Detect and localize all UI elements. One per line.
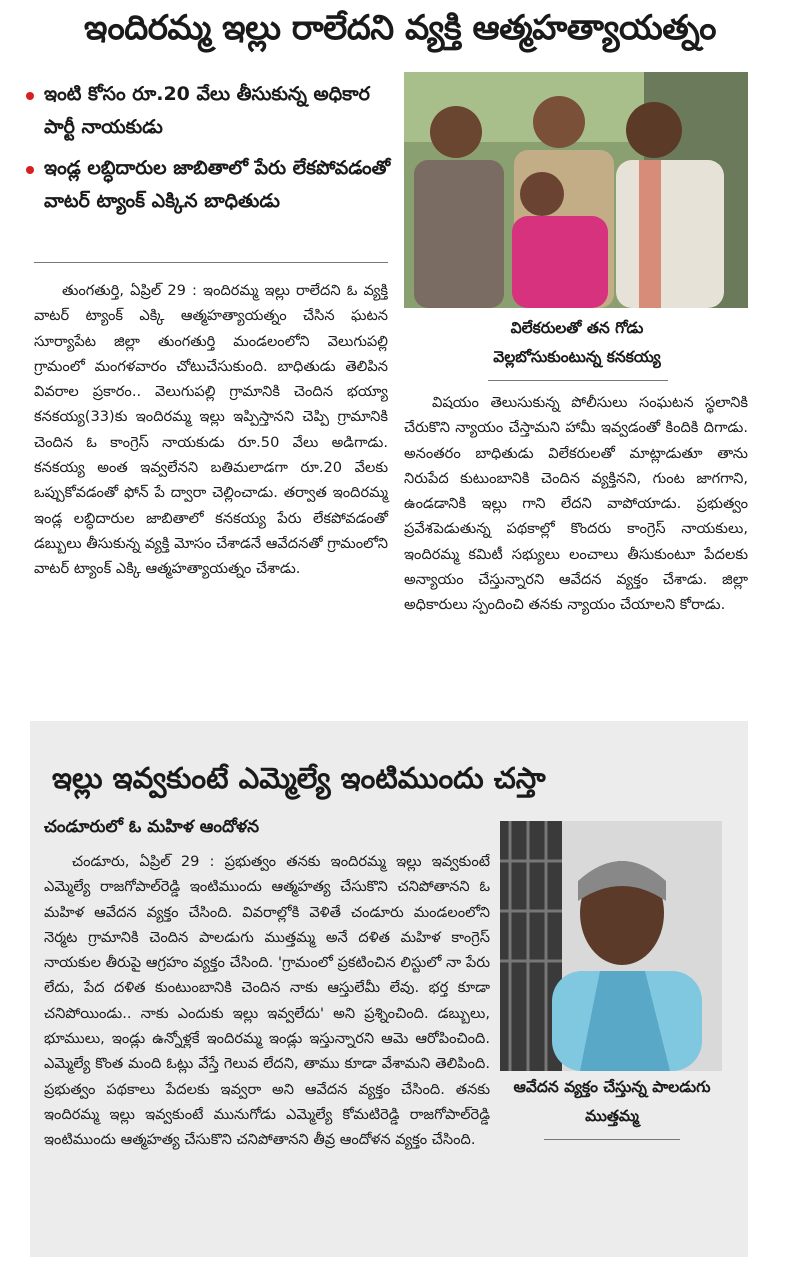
caption-underline [544,1139,680,1140]
story2-subhead: చండూరులో ఓ మహిళ ఆందోళన [44,817,260,837]
story1-caption: విలేకరులతో తన గోడు వెల్లబోసుకుంటున్న కనకయ్య [493,319,661,366]
story2-caption: ఆవేదన వ్యక్తం చేస్తున్న పాలడుగు ముత్తమ్మ [513,1078,711,1125]
bullet-text: ఇంటి కోసం రూ.20 వేలు తీసుకున్న అధికార పార్టీ నాయకుడు [44,83,370,138]
story1-column1-text: తుంగతుర్తి, ఏప్రిల్ 29 : ఇందిరమ్మ ఇల్లు రాలేదని ఓ వ్యక్తి వాటర్ ట్యాంక్ ఎక్కి ఆత్మహత్యాయత్నం చేసిన ఘటన సూర్యాపేట జిల్లా తుంగతుర్తి మండలంలోని వెలుగుపల్లి గ్రామంలో మంగళవారం చోటుచేసుకుంది. బాధితుడు తెలిపిన వివరాల ప్రకారం.. వెలుగుపల్లి గ్రామానికి చెందిన భయ్యా కనకయ్య(33)కు ఇందిరమ్మ ఇల్లు ఇప్పిస్తానని చెప్పి గ్రామానికి చెందిన ఓ కాంగ్రెస్ నాయకుడు రూ.50 వేలు అడిగాడు. కనకయ్య అంత ఇవ్వలేనని బతిమలాడగా రూ.20 వేలకు ఒప్పుకోవడంతో ఫోన్ పే ద్వారా చెల్లించాడు. తర్వాత ఇందిరమ్మ ఇండ్ల లబ్ధిదారుల జాబితాలో కనకయ్య పేరు లేకపోవడంతో డబ్బులు తీసుకున్న వ్యక్తి మోసం చేశాడనే ఆవేదనతో గ్రామంలోని వాటర్ ట్యాంక్ ఎక్కి ఆత్మహత్యాయత్నం చేశాడు. [34,282,388,578]
bullet-text: ఇండ్ల లబ్ధిదారుల జాబితాలో పేరు లేకపోవడంతో వాటర్ ట్యాంక్ ఎక్కిన బాధితుడు [44,157,391,212]
story1-bullets [26,78,396,226]
story1-photo [404,72,748,308]
caption-underline [488,380,668,381]
photo-people-image [404,72,748,308]
story2-text-upper: చండూరు, ఏప్రిల్ 29 : ప్రభుత్వం తనకు ఇందిరమ్మ ఇల్లు ఇవ్వకుంటే ఎమ్మెల్యే రాజగోపాల్‌రెడ్డి ఇంటిముందు ఆత్మహత్య చేసుకొని చనిపోతానని ఓ మహిళ ఆవేదన వ్యక్తం చేసింది. వివరాల్లోకి వెళితే చండూరు మండలంలోని నెర్మట గ్రామానికి చెందిన పాలడుగు ముత్తమ్మ అనే దళిత మహిళ కాంగ్రెస్ నాయకుల తీరుపై ఆగ్రహం వ్యక్తం చేసింది. 'గ్రామంలో ప్రకటించిన లిస్టులో నా పేరు లేదు, పేద దళిత కుంటుంబానికి చెందిన నాకు ఆస్తులేమీ లేవు. భర్త కూడా చనిపోయిండు.. నాకు ఎందుకు ఇల్లు ఇవ్వలేదు' అని ప్రశ్నించింది. డబ్బులు, భూములు, ఇండ్లు ఉన్నోళ్లకే ఇందిరమ్మ ఇండ్లు ఇస్తున్నారని ఆమె ఆరోపించింది. ఎమ్మెల్యే కొంత మంది ఓట్లు వేస్తే గెలువ లేదని, తాము కూడా వేశామని తెలిపింది. ప్రభుత్వం పథకాలు పేదలకు ఇవ్వరా అని ఆవేదన వ్యక్తం చేసింది. తనకు ఇందిరమ్మ ఇల్లు ఇవ్వకుంటే మునుగోడు ఎమ్మెల్యే కోమటిరెడ్డి రాజగోపాల్‌రెడ్డి ఇంటిముందు ఆత్మహత్య చేసుకొని చనిపోతానని తీవ్ర ఆందోళన వ్యక్తం చేసింది. [44,853,490,1149]
photo-woman-image [500,821,722,1071]
bullet-dot-icon [26,166,34,174]
bullet-item [26,78,396,144]
bullet-item [26,152,396,218]
story2-headline: ఇల్లు ఇవ్వకుంటే ఎమ్మెల్యే ఇంటిముందు చస్తా [52,761,546,795]
story2-box [30,721,748,1257]
bullet-dot-icon [26,92,34,100]
story2-photo [500,821,722,1071]
divider [34,262,388,263]
story1-headline: ఇందిరమ్మ ఇల్లు రాలేదని వ్యక్తి ఆత్మహత్యాయత్నం [84,8,716,48]
story1-column2-text: విషయం తెలుసుకున్న పోలీసులు సంఘటన స్థలానికి చేరుకొని న్యాయం చేస్తామని హామీ ఇవ్వడంతో కిందికి దిగాడు. అనంతరం బాధితుడు విలేకరులతో మాట్లాడుతూ తాను నిరుపేద కుటుంబానికి చెందిన వ్యక్తినని, గుంట జాగగాని, ఉండడానికి ఇల్లు గాని లేదని వాపోయాడు. ప్రభుత్వం ప్రవేశపెడుతున్న పథకాల్లో కొందరు కాంగ్రెస్ నాయకులు, ఇందిరమ్మ కమిటీ సభ్యులు లంచాలు తీసుకుంటూ పేదలకు అన్యాయం చేస్తున్నారని ఆవేదన వ్యక్తం చేశాడు. జిల్లా అధికారులు స్పందించి తనకు న్యాయం చేయాలని కోరాడు. [404,394,748,614]
